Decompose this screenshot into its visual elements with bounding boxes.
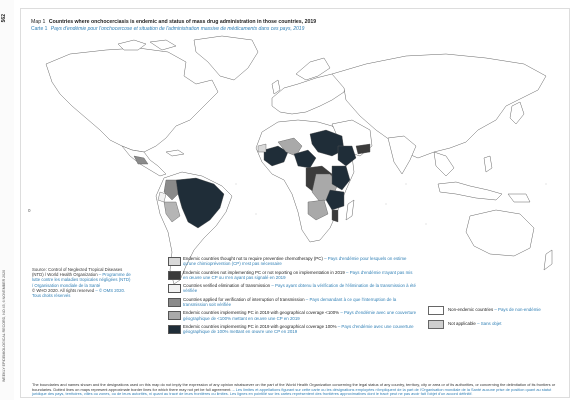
legend-swatch (168, 284, 181, 293)
map-title (31, 19, 316, 25)
legend-label-fr: – Pays demandant à ce que l'interruption de la transmission soit vérifiée (183, 296, 397, 307)
caribbean (166, 150, 184, 156)
legend-item (168, 297, 418, 308)
map-title-text: Countries where onchocerciasis is endemic and status of mass drug administration in those countries, 2019 (48, 19, 317, 25)
legend-label (183, 297, 418, 307)
map-legend (168, 256, 418, 338)
canadian-islands (118, 40, 176, 50)
philippines (484, 156, 492, 172)
uk (272, 80, 280, 94)
source-en: Source: Control of Neglected Tropical Diseases (NTD) / World Health Organization (32, 267, 123, 278)
legend-swatch (168, 257, 181, 266)
legend-swatch (168, 325, 181, 334)
legend-label-en: Endemic countries thought not to require preventive chemotherapy (PC) (183, 256, 323, 261)
legend-extra-label (448, 321, 501, 326)
legend-label-fr: – Pays d'endémie n'ayant pas mis en œuvre une CP ou n'en ayant pas signalé en 2019 (183, 269, 413, 280)
copyright-fr: – © OMS 2020. Tous droits réservés (32, 287, 126, 299)
map-subtitle-text: Pays d'endémie pour l'onchocercose et situation de l'administration massive de médicaments dans ces pays, 2019 (50, 26, 305, 32)
yemen-region (356, 144, 370, 154)
legend-swatch (168, 271, 181, 280)
map-legend-extra (428, 306, 558, 334)
page-margin (0, 0, 14, 400)
legend-label (183, 256, 418, 266)
legend-extra-item (428, 306, 558, 315)
legend-extra-label-fr: – Pays de non-endémie (494, 307, 541, 312)
legend-extra-item (428, 320, 558, 329)
legend-label-en: Endemic countries implementing PC in 2019 with geographical coverage <100% (183, 310, 340, 316)
png (508, 194, 530, 202)
legend-item (168, 256, 418, 267)
legend-label-en: Countries applied for verification of interruption of transmission (183, 296, 305, 302)
europe (272, 74, 346, 114)
legend-label (183, 270, 418, 280)
legend-extra-label-fr: – Sans objet (477, 321, 502, 326)
greenland (194, 36, 258, 80)
legend-label-fr: – Pays d'endémie pour lesquels on estime qu'une chimioprévention (CP) n'est pas nécessaire (183, 256, 407, 267)
legend-item (168, 283, 418, 294)
map-subtitle-label: Carte 1 (31, 26, 48, 32)
scale-zero: 0 (28, 208, 31, 213)
disclaimer-fr: – Les limites et appellations figurant sur cette carte ou les désignations employées n'impliquent de la part de l'Organisation mondiale de la Santé aucune prise de position quant au statut juridique des pays, territoires, villes ou zones, ou de leurs autorités, ni quant au tracé de leurs frontières ou limites. Les lignes en pointillé sur les cartes représentent des frontières approximatives dont le tracé peut ne pas avoir fait l'objet d'un accord définitif. (32, 386, 552, 397)
legend-extra-label (448, 307, 541, 312)
legend-extra-swatch (428, 306, 444, 315)
legend-label (183, 310, 418, 320)
disclaimer (32, 383, 558, 397)
legend-item (168, 270, 418, 281)
legend-label-fr: – Pays ayant obtenu la vérification de l'élimination de la transmission à été vérifiée (183, 283, 416, 294)
north-america (46, 48, 218, 152)
legend-extra-swatch (428, 320, 444, 329)
disclaimer-en: The boundaries and names shown and the designations used on this map do not imply the expression of any opinion whatsoever on the part of the World Health Organization concerning the legal status of any country, territory, city or area or of its authorities, or concerning the delimitation of its frontiers or boundaries. Dotted lines on maps represent approximate border lines for which there may not yet be full agreement. (32, 382, 556, 392)
legend-label (183, 324, 418, 334)
legend-label (183, 283, 418, 293)
legend-item (168, 310, 418, 321)
legend-label-fr: – Pays d'endémie avec une couverture géographique de 100% mettant en œuvre une CP en 2019 (183, 323, 414, 335)
legend-extra-label-en: Not applicable (448, 321, 476, 326)
map-subtitle (31, 26, 304, 32)
source-fr: – Programme de lutte contre les maladies tropicales négligées (NTD) / Organisation mondiale de la Santé (32, 272, 131, 288)
legend-label-fr: – Pays d'endémie avec une couverture géographique de <100% mettant en œuvre une CP en 2019 (183, 310, 417, 321)
legend-swatch (168, 298, 181, 307)
southeast-asia (434, 152, 454, 176)
source-note (32, 267, 132, 298)
map-title-label: Map 1 (31, 19, 46, 25)
legend-label-en: Endemic countries implementing PC in 2019 with geographical coverage 100% (183, 323, 337, 329)
indonesia (438, 182, 502, 200)
legend-item (168, 324, 418, 335)
new-zealand (544, 250, 552, 270)
malawi-region (332, 210, 338, 222)
japan (510, 102, 524, 124)
page-number: 562 (1, 14, 7, 23)
legend-label-en: Endemic countries not implementing PC or not reporting on implementation in 2019 (183, 269, 345, 275)
journal-running-head: WEEKLY EPIDEMIOLOGICAL RECORD, NO 45, 6 NOVEMBER 2020 (2, 269, 6, 382)
madagascar (346, 200, 354, 220)
australia (466, 210, 534, 256)
legend-label-en: Countries verified elimination of transmission (183, 283, 271, 289)
copyright-en: © WHO 2020. All rights reserved (32, 287, 95, 293)
legend-extra-label-en: Non-endemic countries (448, 307, 494, 312)
legend-swatch (168, 311, 181, 320)
